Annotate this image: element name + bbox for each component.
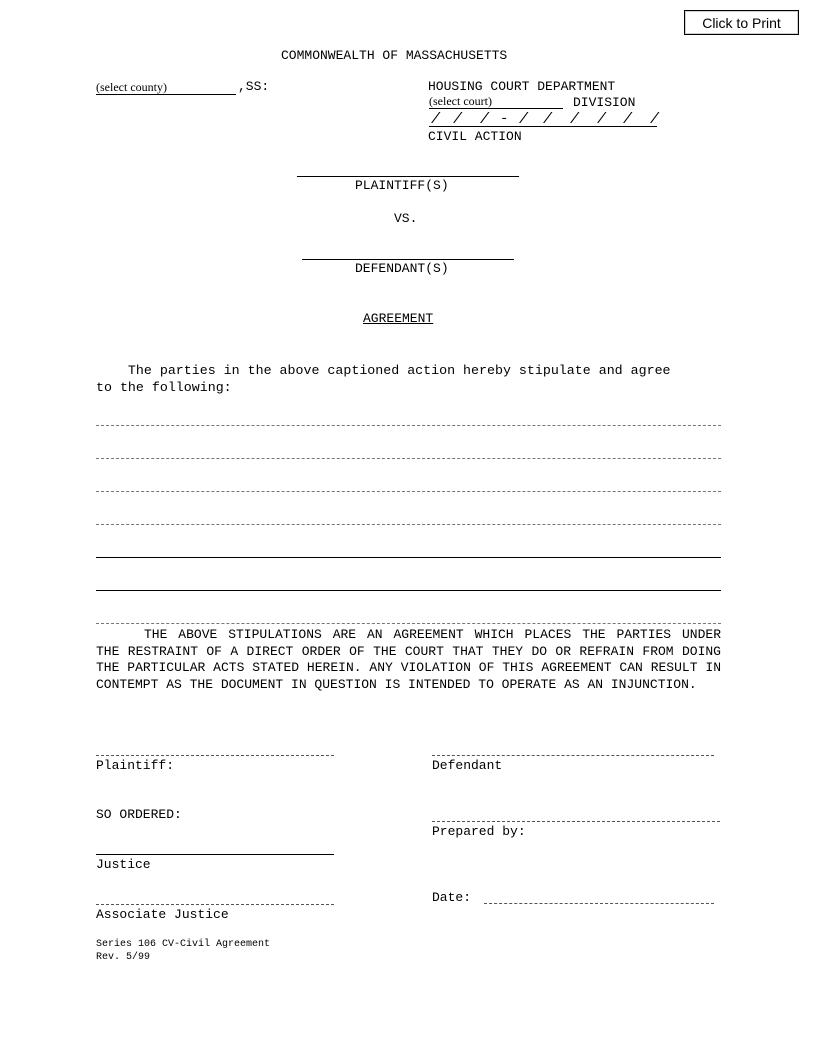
plaintiff-signature-label: Plaintiff: — [96, 758, 175, 773]
docket-underline — [429, 126, 657, 127]
plaintiff-signature-line[interactable] — [96, 755, 334, 756]
docket-slash: / — [623, 111, 633, 128]
stipulation-line[interactable] — [96, 491, 721, 492]
plaintiff-caption-label: PLAINTIFF(S) — [355, 178, 449, 193]
court-select-value: (select court) — [429, 94, 492, 108]
prepared-by-label: Prepared by: — [432, 824, 526, 839]
vs-label: VS. — [394, 211, 418, 226]
stipulation-line[interactable] — [96, 425, 721, 426]
docket-slash: / — [543, 111, 553, 128]
ss-label: ,SS: — [238, 79, 270, 94]
county-select[interactable] — [96, 81, 236, 95]
prepared-by-line[interactable] — [432, 821, 720, 822]
defendant-caption-label: DEFENDANT(S) — [355, 261, 449, 276]
plaintiff-name-input[interactable] — [297, 176, 519, 177]
defendant-signature-label: Defendant — [432, 758, 503, 773]
stipulation-line[interactable] — [96, 524, 721, 525]
docket-slash: / — [570, 111, 580, 128]
date-input[interactable] — [484, 903, 714, 904]
stipulation-line[interactable] — [96, 590, 721, 591]
county-select-value: (select county) — [96, 80, 167, 94]
stipulation-line[interactable] — [96, 557, 721, 558]
stipulation-intro: The parties in the above captioned action hereby stipulate and agree to the following: — [96, 363, 671, 395]
docket-slash: / — [453, 111, 463, 128]
associate-justice-signature-line[interactable] — [96, 904, 334, 905]
print-button[interactable]: Click to Print — [684, 10, 799, 35]
department-label: HOUSING COURT DEPARTMENT — [428, 79, 616, 94]
associate-justice-label: Associate Justice — [96, 907, 229, 922]
so-ordered-label: SO ORDERED: — [96, 807, 182, 822]
justice-label: Justice — [96, 857, 151, 872]
date-label: Date: — [432, 890, 472, 905]
docket-dash: - — [500, 111, 509, 127]
docket-slash: / — [519, 111, 529, 128]
docket-slash: / — [431, 111, 441, 128]
justice-signature-line[interactable] — [96, 854, 334, 855]
injunction-notice: THE ABOVE STIPULATIONS ARE AN AGREEMENT WHICH PLACES THE PARTIES UNDER THE RESTRAINT OF A DIRECT ORDER OF THE COURT THAT THEY DO OR REFRAIN FROM DOING THE PARTICULAR ACTS STATED HEREIN. ANY VIOLATION OF THIS AGREEMENT CAN RESULT IN CONTEMPT AS THE DOCUMENT IN QUESTION IS INTENDED TO OPERATE AS AN INJUNCTION. — [96, 627, 721, 692]
civil-action-label: CIVIL ACTION — [428, 129, 522, 144]
form-footer — [96, 938, 270, 964]
form-revision: Rev. 5/99 — [96, 952, 151, 963]
form-series: Series 106 CV-Civil Agreement — [96, 939, 271, 950]
division-label: DIVISION — [573, 95, 636, 110]
docket-slash: / — [650, 111, 660, 128]
docket-slash: / — [480, 111, 490, 128]
commonwealth-heading: COMMONWEALTH OF MASSACHUSETTS — [281, 48, 508, 63]
docket-slash: / — [597, 111, 607, 128]
agreement-title: AGREEMENT — [363, 311, 434, 326]
defendant-signature-line[interactable] — [432, 755, 714, 756]
defendant-name-input[interactable] — [302, 259, 514, 260]
stipulation-line[interactable] — [96, 623, 721, 624]
court-select[interactable] — [429, 95, 563, 109]
stipulation-line[interactable] — [96, 458, 721, 459]
